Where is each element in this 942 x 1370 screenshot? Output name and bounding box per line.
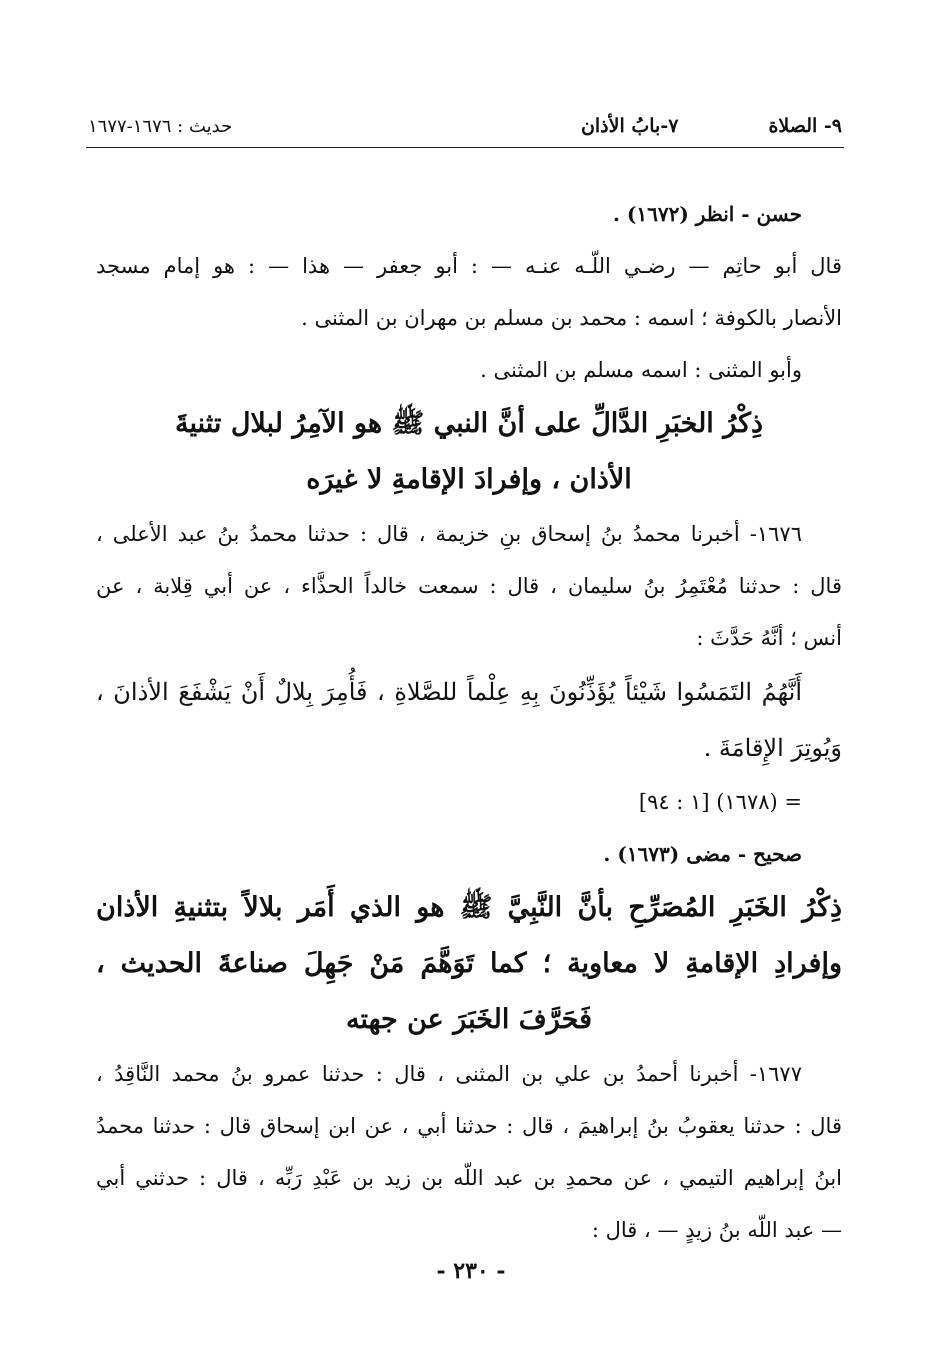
text-line-2: قال أبو حاتِم — رضـي اللّـه عنـه — : أبو جعفر — هذا — : هو إمام مسجد (96, 254, 842, 278)
chapter-title: ٧-بابُ الأذان (580, 115, 679, 137)
text-line-12: = (١٦٧٨) [١ : ٩٤] (638, 790, 802, 814)
text-line-17: ١٦٧٧- أخبرنا أحمدُ بن علي بن المثنى ، قال : حدثنا عمرو بنُ محمد النَّاقِدُ ، (96, 1062, 802, 1086)
text-line-16: فَحَرَّفَ الخَبَرَ عن جهته (345, 1004, 593, 1035)
header-right (581, 115, 842, 137)
text-line-1: حسن - انظر (١٦٧٢) . (612, 202, 802, 226)
header-divider (86, 147, 844, 148)
text-line-6: الأذان ، وإفرادَ الإقامةِ لا غيرَه (306, 464, 632, 495)
text-line-18: قال : حدثنا يعقوبُ بنُ إبراهيمَ ، قال : حدثنا أبي ، عن ابن إسحاق قال : حدثنا محمدُ (96, 1114, 842, 1138)
text-line-8: قال : حدثنا مُعْتَمِرُ بنُ سليمان ، قال : سمعت خالداً الحذَّاء ، عن أبي قِلابة ، عن (96, 574, 842, 598)
text-line-15: وإفرادِ الإقامةِ لا معاوية ؛ كما تَوَهَّمَ مَنْ جَهِلَ صناعةَ الحديث ، (96, 948, 842, 979)
text-line-11: وَيُوتِرَ الإِقامَةَ . (703, 734, 842, 762)
text-line-5: ذِكْرُ الخبَرِ الدَّالِّ على أنَّ النبي ﷺ هو الآمِرُ لبلال تثنيةَ (174, 408, 763, 439)
text-line-10: أَنَّهُمُ التَمَسُوا شَيْئاً يُؤَذِّنُونَ بِهِ عِلْماً للصَّلاةِ ، فَأُمِرَ بِلالٌ أَنْ يَشْفَعَ الأذانَ ، (96, 678, 802, 706)
text-line-20: — عبد اللّه بنُ زيدٍ — ، قال : (591, 1218, 842, 1242)
text-line-7: ١٦٧٦- أخبرنا محمدُ بنُ إسحاق بنِ خزيمة ، قال : حدثنا محمدُ بنُ عبد الأعلى ، (96, 522, 802, 546)
text-line-4: وأبو المثنى : اسمه مسلم بن المثنى . (480, 358, 802, 382)
text-line-13: صحيح - مضى (١٦٧٣) . (603, 842, 802, 866)
text-line-19: ابنُ إبراهيم التيمي ، عن محمدِ بن عبد اللّه بن زيد بن عَبْدِ رَبِّه ، قال : حدثني أبي (96, 1166, 842, 1190)
text-line-14: ذِكْرُ الخَبَرِ المُصَرِّحِ بأنَّ النَّبِيَّ ﷺ هو الذي أَمَر بلالاً بتثنيةِ الأذان (96, 892, 842, 923)
hadith-range: حديث : ١٦٧٦-١٦٧٧ (88, 115, 233, 137)
text-line-3: الأنصار بالكوفة ؛ اسمه : محمد بن مسلم بن مهران بن المثنى . (301, 306, 842, 330)
page-number: - ٢٣٠ - (436, 1258, 506, 1284)
page-body (96, 188, 842, 1256)
book-title: ٩- الصلاة (768, 115, 842, 137)
running-header (88, 108, 842, 144)
text-line-9: أنس ؛ أنَّهُ حَدَّثَ : (696, 626, 842, 650)
